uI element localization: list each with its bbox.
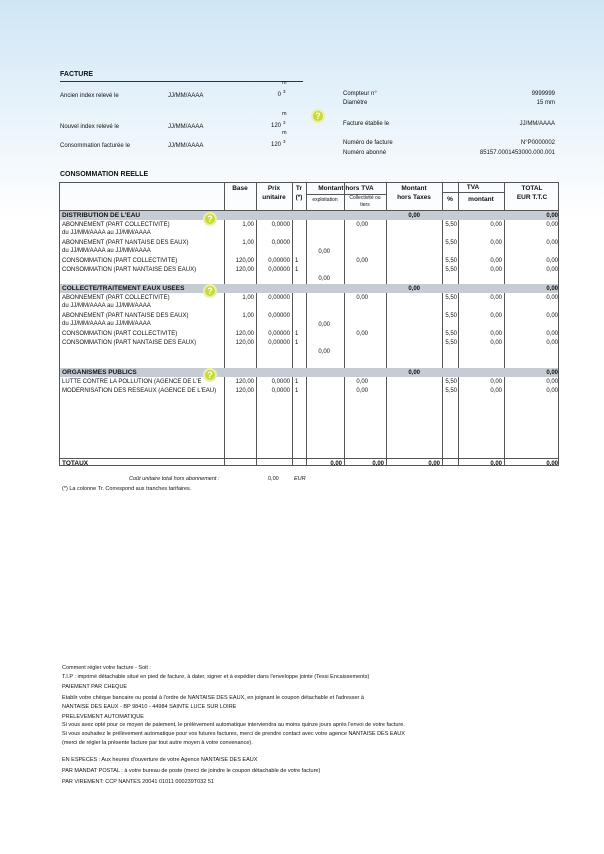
row-base: 120,00 xyxy=(235,379,254,385)
col-tr-note: (*) xyxy=(295,194,303,201)
totals-label: TOTAUX xyxy=(62,460,89,467)
payment-line: PAIEMENT PAR CHEQUE xyxy=(62,684,128,690)
row-tr: 1 xyxy=(295,388,299,394)
header-date: JJ/MM/AAAA xyxy=(168,124,204,130)
row-base: 1,00 xyxy=(242,240,254,246)
row-pct: 5,50 xyxy=(445,388,457,394)
row-tr: 1 xyxy=(295,340,299,346)
row-total: 0,00 xyxy=(546,258,558,264)
row-label: ABONNEMENT (PART COLLECTIVITÉ) xyxy=(62,295,170,301)
header-right-value: N°P0000002 xyxy=(520,140,555,146)
col-mht: Montant hors TVA xyxy=(318,185,374,192)
row-label: CONSOMMATION (PART COLLECTIVITÉ) xyxy=(62,258,178,264)
row-col: 0,00 xyxy=(356,258,368,264)
row-total: 0,00 xyxy=(546,331,558,337)
totals-ht: 0,00 xyxy=(428,461,440,467)
row-col: 0,00 xyxy=(356,331,368,337)
row-prix: 0,0000 xyxy=(271,222,290,228)
col-unitaire: unitaire xyxy=(262,194,286,201)
col-tva: TVA xyxy=(466,184,480,191)
row-prix: 0,00000 xyxy=(268,295,290,301)
row-label: ABONNEMENT (PART NANTAISE DES EAUX) xyxy=(62,313,189,319)
header-right-label: Numéro de facture xyxy=(343,140,393,146)
row-base: 120,00 xyxy=(235,331,254,337)
row-prix: 0,00000 xyxy=(268,258,290,264)
col-montant: Montant xyxy=(401,185,427,192)
row-total: 0,00 xyxy=(546,240,558,246)
header-label: Ancien index relevé le xyxy=(60,93,119,99)
row-prix: 0,00000 xyxy=(268,313,290,319)
payment-line: Comment régler votre facture - Soit : xyxy=(62,665,151,671)
row-pct: 5,50 xyxy=(445,313,457,319)
help-icon[interactable]: ? xyxy=(311,109,325,123)
header-unit-sup: 3 xyxy=(283,89,286,94)
payment-line: (merci de régler la présente facture par tout autre moyen à votre convenance). xyxy=(62,740,253,746)
row-label: ABONNEMENT (PART NANTAISE DES EAUX) xyxy=(62,240,189,246)
payment-line: NANTAISE DES EAUX - BP 98410 - 44984 SAINTE LUCE SUR LOIRE xyxy=(62,704,237,710)
section-title: DISTRIBUTION DE L'EAU xyxy=(62,212,141,219)
totals-col: 0,00 xyxy=(372,461,384,467)
col-tiers: tiers xyxy=(360,202,370,208)
header-unit: m xyxy=(282,130,287,136)
section-total: 0,00 xyxy=(546,286,558,292)
row-period: du JJ/MM/AAAA au JJ/MM/AAAA xyxy=(62,303,151,309)
cout-value: 0,00 xyxy=(268,476,279,482)
help-icon[interactable]: ? xyxy=(203,368,217,382)
col-exploitation: exploitation xyxy=(312,197,338,203)
payment-line: EN ESPECES : Aux heures d'ouverture de votre Agence NANTAISE DES EAUX xyxy=(62,757,258,763)
row-label: ABONNEMENT (PART COLLECTIVITÉ) xyxy=(62,222,170,228)
section-ht: 0,00 xyxy=(408,213,420,219)
help-icon[interactable]: ? xyxy=(203,284,217,298)
header-right-label: Facture établie le xyxy=(343,121,390,127)
row-col: 0,00 xyxy=(356,388,368,394)
section-ht: 0,00 xyxy=(408,286,420,292)
row-total: 0,00 xyxy=(546,267,558,273)
totals-exp: 0,00 xyxy=(330,461,342,467)
col-collectivite: Collectivité ou xyxy=(349,195,381,201)
totals-total: 0,00 xyxy=(546,461,558,467)
section-ht: 0,00 xyxy=(408,370,420,376)
row-prix: 0,00000 xyxy=(268,340,290,346)
row-label: CONSOMMATION (PART COLLECTIVITÉ) xyxy=(62,331,178,337)
row-label: CONSOMMATION (PART NANTAISE DES EAUX) xyxy=(62,267,197,273)
row-tva: 0,00 xyxy=(490,267,502,273)
row-total: 0,00 xyxy=(546,340,558,346)
row-pct: 5,50 xyxy=(445,258,457,264)
header-date: JJ/MM/AAAA xyxy=(168,93,204,99)
header-value: 0 xyxy=(277,92,281,98)
row-total: 0,00 xyxy=(546,379,558,385)
row-tva: 0,00 xyxy=(490,258,502,264)
row-col: 0,00 xyxy=(356,379,368,385)
row-base: 1,00 xyxy=(242,313,254,319)
row-base: 1,00 xyxy=(242,222,254,228)
cout-unit: EUR xyxy=(294,476,306,482)
consumption-title: CONSOMMATION REELLE xyxy=(60,171,149,178)
totals-tva: 0,00 xyxy=(490,461,502,467)
row-exp: 0,00 xyxy=(318,276,330,282)
row-label: LUTTE CONTRE LA POLLUTION (AGENCE DE L'E xyxy=(62,379,202,385)
payment-line: PAR VIREMENT: CCP NANTES 20041 01011 000239T032 51 xyxy=(62,779,214,785)
row-base: 1,00 xyxy=(242,295,254,301)
payment-line: PAR MANDAT POSTAL : à votre bureau de poste (merci de joindre le coupon détachable de votre facture) xyxy=(62,768,321,774)
payment-line: Si vous avez opté pour ce moyen de paiement, le prélèvement automatique interviendra au moins quinze jours après l'envoi de votre facture. xyxy=(62,722,405,728)
header-value: 120 xyxy=(270,123,281,129)
header-right-label: Compteur n° xyxy=(343,91,377,97)
header-unit: m xyxy=(282,111,287,117)
col-tva-pct: % xyxy=(447,196,453,203)
row-total: 0,00 xyxy=(546,295,558,301)
row-tva: 0,00 xyxy=(490,222,502,228)
row-base: 120,00 xyxy=(235,267,254,273)
row-tr: 1 xyxy=(295,331,299,337)
row-base: 120,00 xyxy=(235,340,254,346)
row-prix: 0,00000 xyxy=(268,267,290,273)
row-total: 0,00 xyxy=(546,313,558,319)
invoice-title: FACTURE xyxy=(60,71,94,78)
header-label: Consommation facturée le xyxy=(60,143,131,149)
row-period: du JJ/MM/AAAA au JJ/MM/AAAA xyxy=(62,230,151,236)
row-tva: 0,00 xyxy=(490,313,502,319)
payment-line: Si vous souhaitez le prélèvement automatique pour vos futures factures, merci de prendre contact avec votre agence NANTAISE DES EAUX xyxy=(62,731,405,737)
row-exp: 0,00 xyxy=(318,249,330,255)
header-right-value: 85157.0001453000.000.001 xyxy=(479,150,555,156)
payment-line: PRELEVEMENT AUTOMATIQUE xyxy=(62,714,144,720)
section-title: ORGANISMES PUBLICS xyxy=(62,369,137,376)
col-ttc: EUR T.T.C xyxy=(516,194,548,201)
row-tva: 0,00 xyxy=(490,340,502,346)
col-hors-taxes: hors Taxes xyxy=(397,194,431,201)
section-total: 0,00 xyxy=(546,370,558,376)
header-unit: m xyxy=(282,80,287,86)
header-right-value: 9999999 xyxy=(531,91,555,97)
row-tva: 0,00 xyxy=(490,240,502,246)
row-exp: 0,00 xyxy=(318,349,330,355)
row-col: 0,00 xyxy=(356,222,368,228)
row-tr: 1 xyxy=(295,379,299,385)
row-prix: 0,0000 xyxy=(271,379,290,385)
title-rule xyxy=(60,81,303,82)
section-total: 0,00 xyxy=(546,213,558,219)
row-base: 120,00 xyxy=(235,388,254,394)
header-unit-sup: 3 xyxy=(283,120,286,125)
col-base: Base xyxy=(232,185,248,192)
row-pct: 5,50 xyxy=(445,240,457,246)
row-col: 0,00 xyxy=(356,295,368,301)
consumption-table xyxy=(59,182,559,466)
payment-line: Etablir votre chèque bancaire ou postal à l'ordre de NANTAISE DES EAUX, en joignant le coupon détachable et l'adresser à xyxy=(62,695,364,701)
row-period: du JJ/MM/AAAA au JJ/MM/AAAA xyxy=(62,321,151,327)
header-right-value: JJ/MM/AAAA xyxy=(519,121,555,127)
row-pct: 5,50 xyxy=(445,340,457,346)
row-tva: 0,00 xyxy=(490,388,502,394)
header-label: Nouvel index relevé le xyxy=(60,124,120,130)
row-label: MODERNISATION DES RESEAUX (AGENCE DE L'EAU) xyxy=(62,388,217,394)
row-tva: 0,00 xyxy=(490,295,502,301)
section-title: COLLECTE/TRAITEMENT EAUX USEES xyxy=(62,285,185,292)
row-period: du JJ/MM/AAAA au JJ/MM/AAAA xyxy=(62,248,151,254)
row-prix: 0,00000 xyxy=(268,331,290,337)
header-right-value: 15 mm xyxy=(536,100,555,106)
header-value: 120 xyxy=(270,142,281,148)
row-exp: 0,00 xyxy=(318,322,330,328)
row-pct: 5,50 xyxy=(445,222,457,228)
row-prix: 0,0000 xyxy=(271,388,290,394)
row-pct: 5,50 xyxy=(445,379,457,385)
header-unit-sup: 3 xyxy=(283,139,286,144)
row-label: CONSOMMATION (PART NANTAISE DES EAUX) xyxy=(62,340,197,346)
col-tva-montant: montant xyxy=(468,196,494,203)
row-pct: 5,50 xyxy=(445,267,457,273)
row-tva: 0,00 xyxy=(490,331,502,337)
row-pct: 5,50 xyxy=(445,295,457,301)
row-tr: 1 xyxy=(295,258,299,264)
payment-line: T.I.P : imprimé détachable situé en pied de facture, à dater, signer et à expédier dans l'enveloppe jointe (Tessi Encaissements) xyxy=(62,674,370,680)
help-icon[interactable]: ? xyxy=(203,212,217,226)
row-base: 120,00 xyxy=(235,258,254,264)
row-total: 0,00 xyxy=(546,388,558,394)
cout-label: Coût unitaire total hors abonnement : xyxy=(129,476,220,482)
col-prix: Prix xyxy=(267,185,281,192)
header-right-label: Numéro abonné xyxy=(343,150,387,156)
header-date: JJ/MM/AAAA xyxy=(168,143,204,149)
row-total: 0,00 xyxy=(546,222,558,228)
col-tr: Tr xyxy=(295,185,303,192)
row-tva: 0,00 xyxy=(490,379,502,385)
asterisk-note: (*) La colonne Tr. Correspond aux tranches tarifaires. xyxy=(62,486,192,492)
row-pct: 5,50 xyxy=(445,331,457,337)
header-right-label: Diamètre xyxy=(343,100,368,106)
row-prix: 0,0000 xyxy=(271,240,290,246)
col-total: TOTAL xyxy=(521,185,543,192)
row-tr: 1 xyxy=(295,267,299,273)
